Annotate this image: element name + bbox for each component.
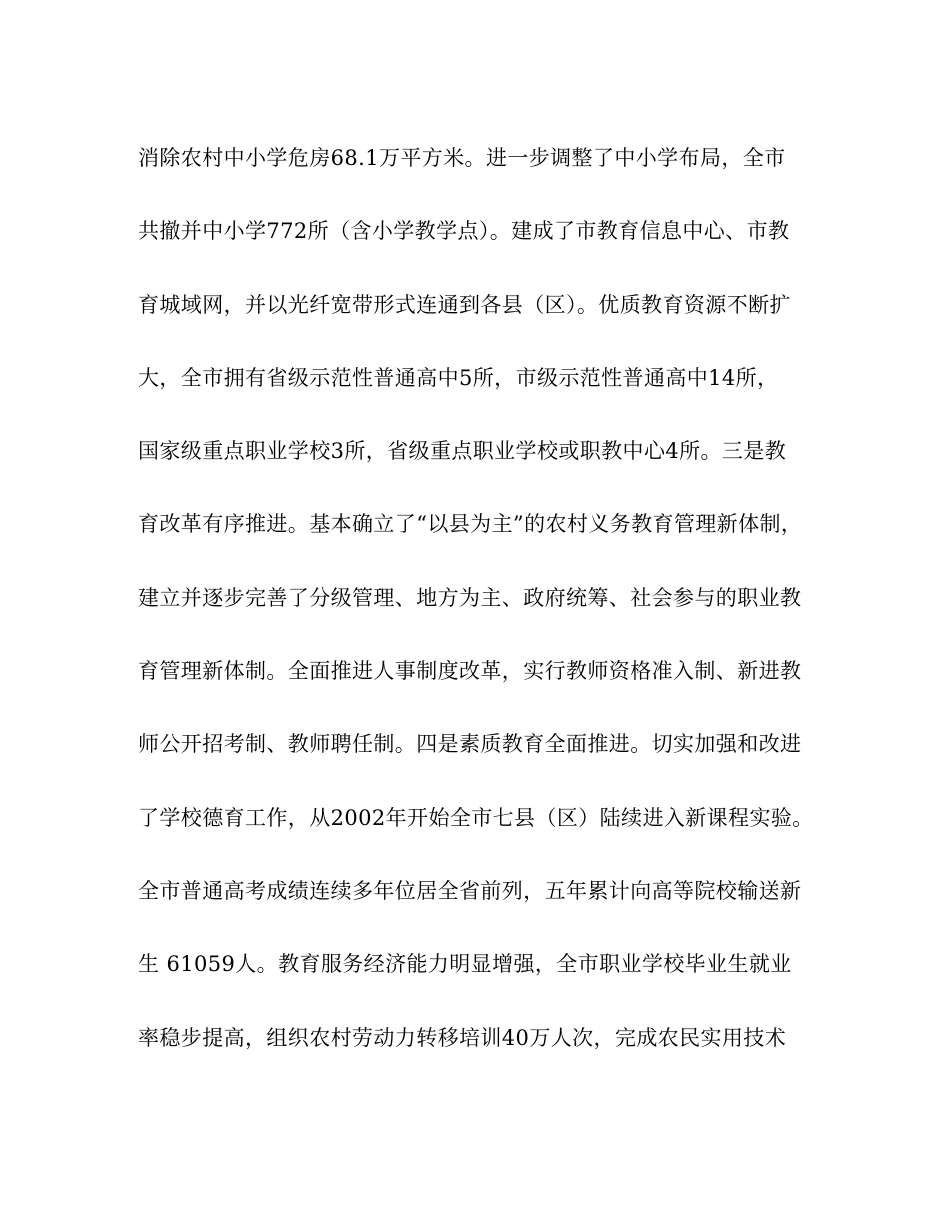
- text-line-3: 育城域网，并以光纤宽带形式连通到各县（区）。优质教育资源不断扩: [138, 292, 791, 317]
- text-line-6: 育改革有序推进。基本确立了“以县为主”的农村义务教育管理新体制，: [138, 512, 803, 537]
- body-text: [138, 140, 838, 1093]
- text-line-10: 了学校德育工作，从2002年开始全市七县（区）陆续进入新课程实验。: [138, 805, 814, 830]
- text-line-2: 共撤并中小学772所（含小学教学点）。建成了市教育信息中心、市教: [138, 219, 790, 244]
- text-line-8: 育管理新体制。全面推进人事制度改革，实行教师资格准入制、新进教: [138, 659, 802, 684]
- text-line-9: 师公开招考制、教师聘任制。四是素质教育全面推进。切实加强和改进: [138, 732, 802, 757]
- text-line-11: 全市普通高考成绩连续多年位居全省前列，五年累计向高等院校输送新: [138, 878, 802, 903]
- text-line-1: 消除农村中小学危房68.1万平方米。进一步调整了中小学布局，全市: [138, 146, 786, 170]
- text-line-13: 率稳步提高，组织农村劳动力转移培训40万人次，完成农民实用技术: [138, 1025, 787, 1050]
- text-line-7: 建立并逐步完善了分级管理、地方为主、政府统筹、社会参与的职业教: [138, 585, 802, 610]
- text-line-4: 大，全市拥有省级示范性普通高中5所，市级示范性普通高中14所，: [138, 365, 779, 390]
- text-line-5: 国家级重点职业学校3所，省级重点职业学校或职教中心4所。三是教: [138, 439, 787, 464]
- text-line-12: 生 61059人。教育服务经济能力明显增强，全市职业学校毕业生就业: [138, 952, 792, 977]
